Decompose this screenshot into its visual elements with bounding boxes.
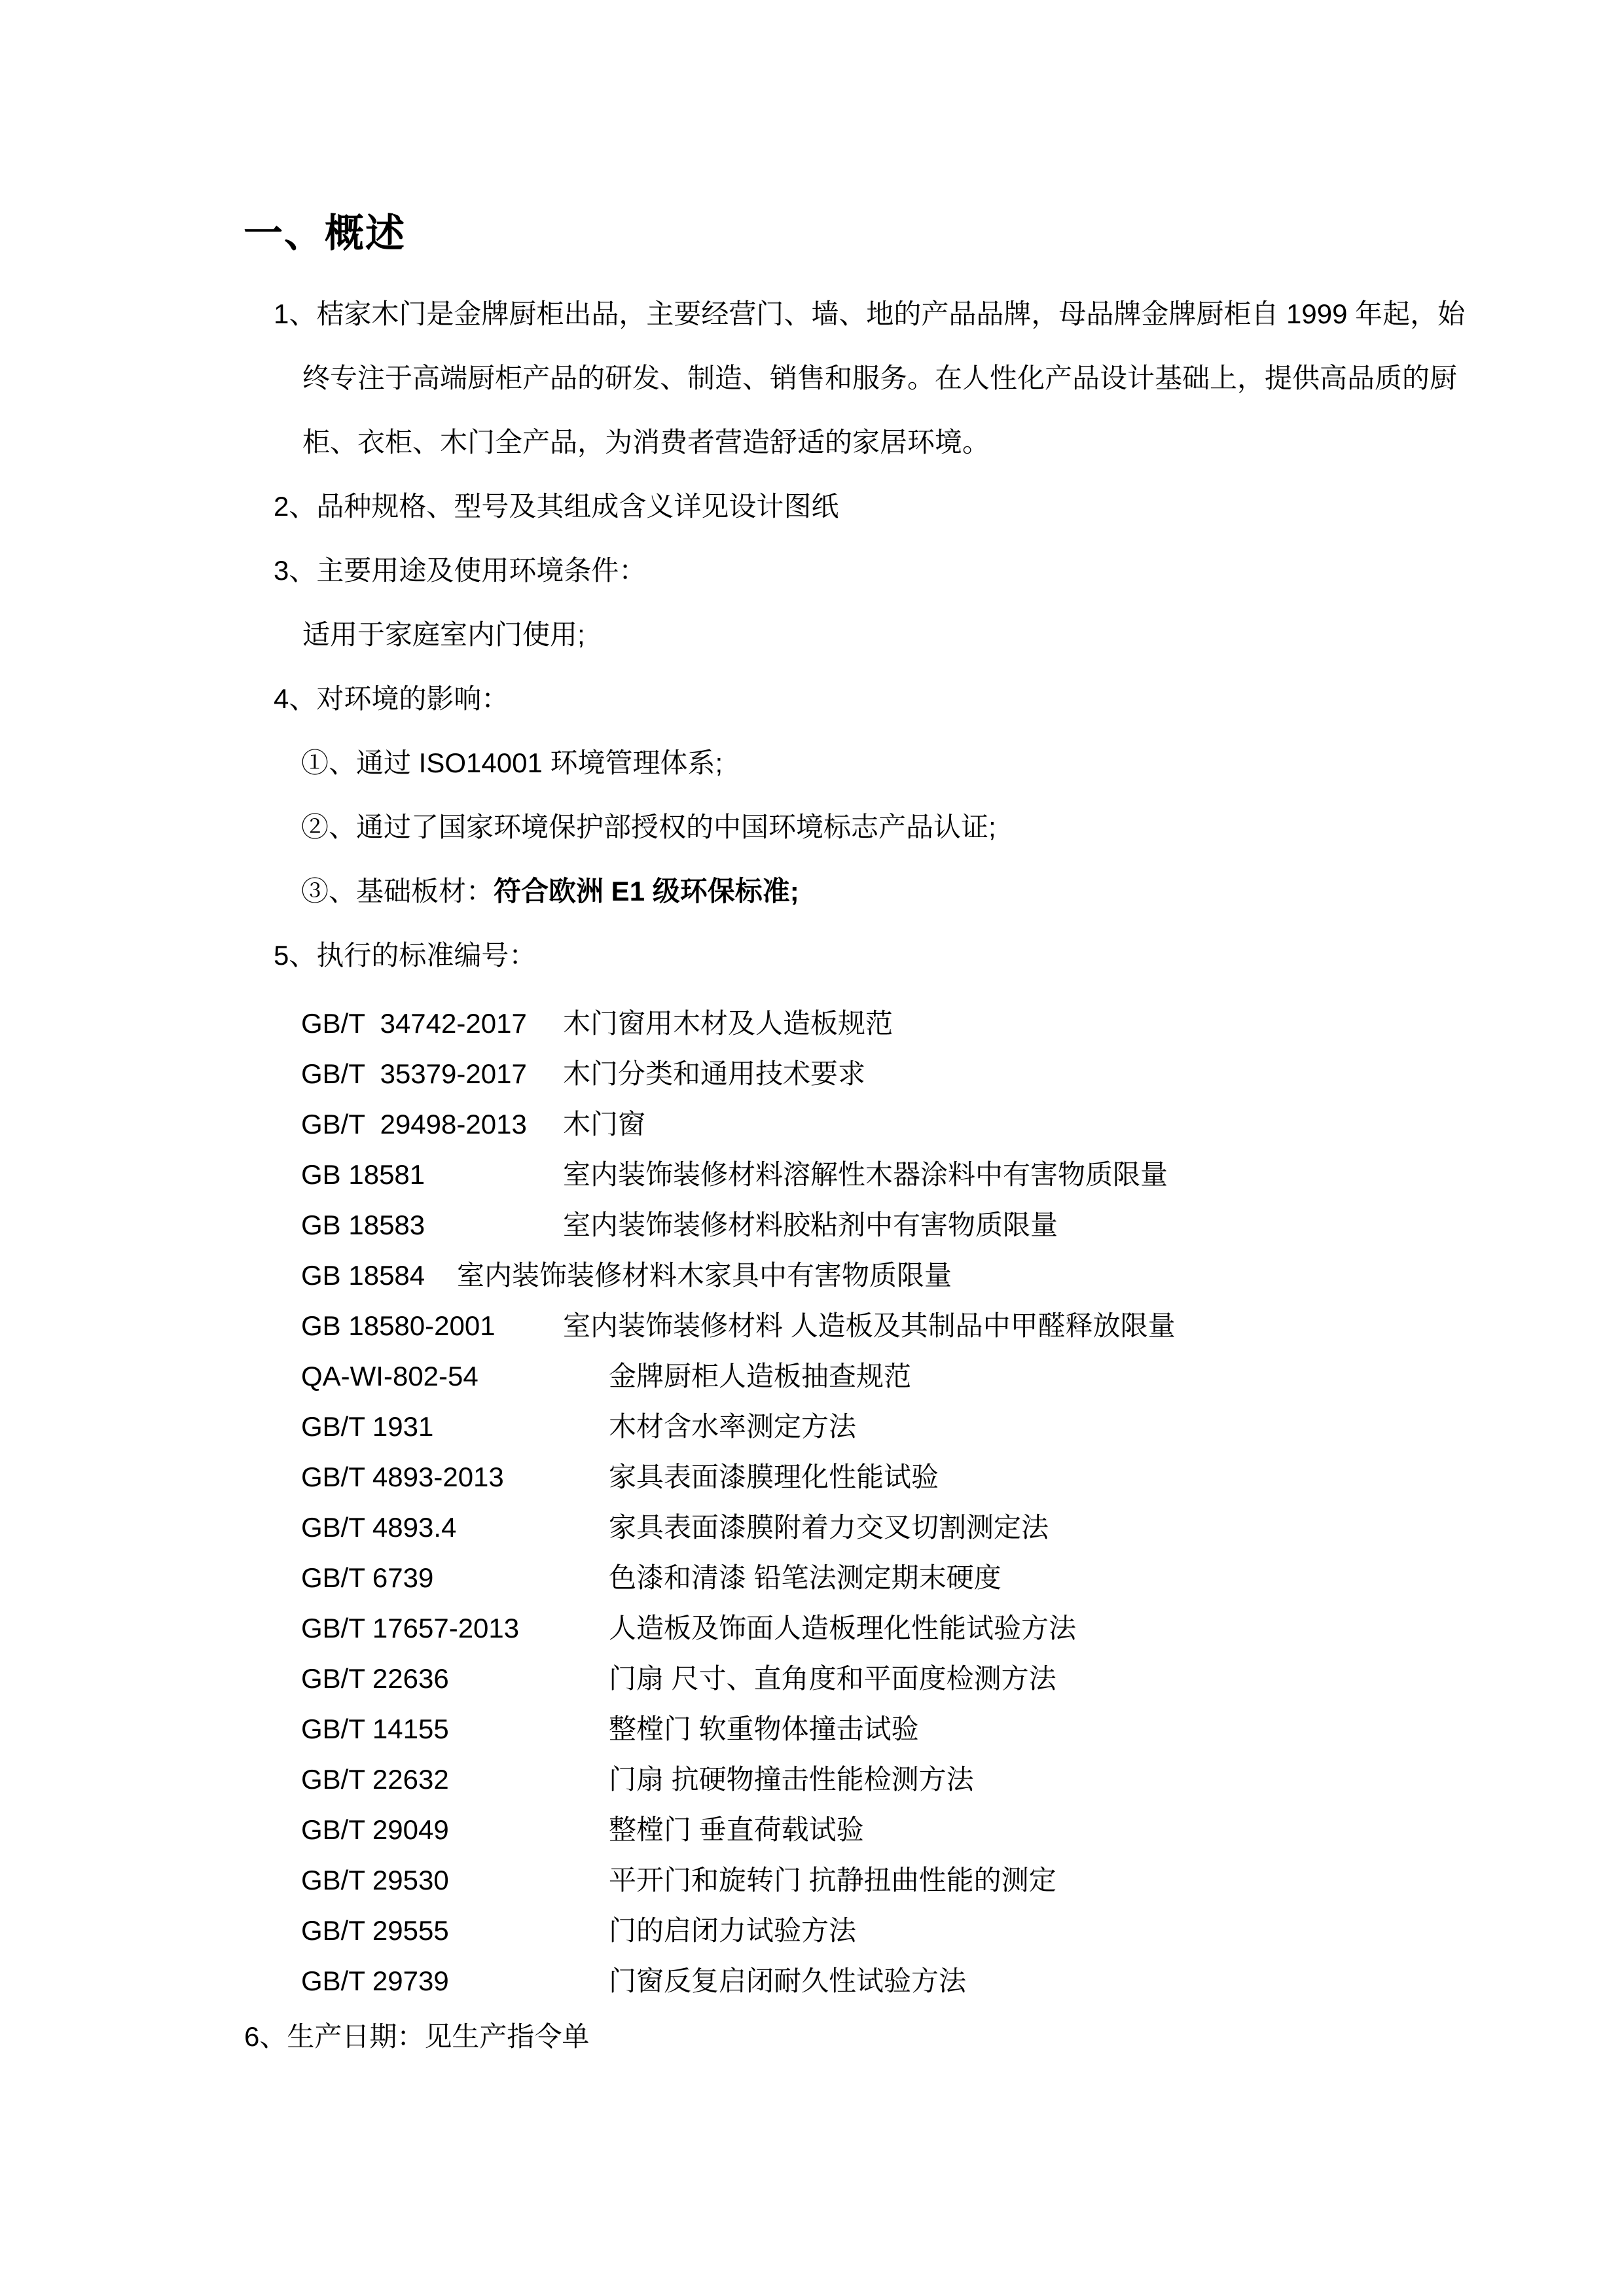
standard-code: GB/T 4893-2013 (301, 1462, 504, 1492)
standard-title: 木门分类和通用技术要求 (563, 1058, 866, 1089)
standard-row (0, 1401, 1624, 1452)
item1-line-3: 柜、衣柜、木门全产品，为消费者营造舒适的家居环境。 (302, 427, 990, 457)
standard-title: 色漆和清漆 铅笔法测定期末硬度 (609, 1562, 1001, 1593)
standard-row (0, 998, 1624, 1049)
standard-code: GB/T 22636 (301, 1663, 449, 1694)
item4-sub1: ①、通过 ISO14001 环境管理体系; (301, 747, 723, 778)
standard-row (0, 1099, 1624, 1149)
standard-title: 整樘门 垂直荷载试验 (609, 1814, 864, 1845)
standard-row (0, 1502, 1624, 1552)
standard-row (0, 1956, 1624, 2006)
standard-title: 室内装饰装修材料 人造板及其制品中甲醛释放限量 (563, 1310, 1176, 1341)
standard-title: 门窗反复启闭耐久性试验方法 (609, 1965, 967, 1996)
standard-code: GB 18584 (301, 1260, 425, 1291)
standard-title: 室内装饰装修材料胶粘剂中有害物质限量 (563, 1210, 1058, 1240)
standard-row (0, 1200, 1624, 1250)
standard-code: GB/T 1931 (301, 1411, 434, 1442)
standard-title: 人造板及饰面人造板理化性能试验方法 (609, 1613, 1077, 1643)
standard-title: 家具表面漆膜附着力交叉切割测定法 (609, 1512, 1049, 1543)
standard-code: GB/T 34742-2017 (301, 1008, 527, 1039)
standard-code: GB/T 6739 (301, 1562, 434, 1593)
overview-body (0, 282, 1624, 988)
standard-title: 门的启闭力试验方法 (609, 1915, 857, 1946)
standard-code: GB/T 17657-2013 (301, 1613, 520, 1643)
section-heading: 一、概述 (244, 211, 406, 255)
standard-title: 平开门和旋转门 抗静扭曲性能的测定 (609, 1865, 1056, 1895)
item3-label: 3、主要用途及使用环境条件： (274, 555, 647, 586)
standard-code: GB/T 35379-2017 (301, 1058, 527, 1089)
standards-list (0, 998, 1624, 2006)
standard-title: 门扇 尺寸、直角度和平面度检测方法 (609, 1663, 1056, 1694)
standard-title: 门扇 抗硬物撞击性能检测方法 (609, 1764, 974, 1795)
standard-code: GB/T 29739 (301, 1965, 449, 1996)
standard-code: GB/T 29049 (301, 1814, 449, 1845)
standard-title: 金牌厨柜人造板抽查规范 (609, 1361, 912, 1391)
item4-label: 4、对环境的影响： (274, 683, 509, 714)
item6: 6、生产日期：见生产指令单 (244, 2021, 590, 2052)
standard-title: 木材含水率测定方法 (609, 1411, 857, 1442)
standard-row (0, 1905, 1624, 1956)
standard-title: 整樘门 软重物体撞击试验 (609, 1713, 919, 1744)
standard-code: GB/T 29498-2013 (301, 1109, 527, 1139)
standard-row (0, 1603, 1624, 1653)
standard-row (0, 1049, 1624, 1099)
standard-row (0, 1754, 1624, 1804)
item4-sub2: ②、通过了国家环境保护部授权的中国环境标志产品认证; (301, 812, 996, 842)
standard-row (0, 1351, 1624, 1401)
standard-code: GB/T 4893.4 (301, 1512, 457, 1543)
standard-row (0, 1250, 1624, 1300)
standard-row (0, 1452, 1624, 1502)
item4-sub3-prefix: ③、基础板材： (301, 876, 494, 906)
standard-row (0, 1653, 1624, 1704)
standard-row (0, 1855, 1624, 1905)
standard-title: 家具表面漆膜理化性能试验 (609, 1462, 939, 1492)
standard-code: GB 18583 (301, 1210, 425, 1240)
item5-label: 5、执行的标准编号： (274, 940, 537, 971)
item1-line-2: 终专注于高端厨柜产品的研发、制造、销售和服务。在人性化产品设计基础上，提供高品质的厨 (302, 363, 1458, 393)
standard-row (0, 1804, 1624, 1855)
standard-title: 木门窗 (563, 1109, 646, 1139)
item1-line-1: 1、桔家木门是金牌厨柜出品，主要经营门、墙、地的产品品牌，母品牌金牌厨柜自 1999 年起，始 (274, 298, 1466, 329)
standard-title: 室内装饰装修材料木家具中有害物质限量 (457, 1260, 952, 1291)
standard-row (0, 1300, 1624, 1351)
standard-code: GB 18580-2001 (301, 1310, 496, 1341)
item2: 2、品种规格、型号及其组成含义详见设计图纸 (274, 491, 839, 522)
standard-row (0, 1552, 1624, 1603)
standard-row (0, 1149, 1624, 1200)
standard-code: GB 18581 (301, 1159, 425, 1190)
item3-sub: 适用于家庭室内门使用; (302, 619, 585, 650)
standard-title: 木门窗用木材及人造板规范 (563, 1008, 893, 1039)
standard-code: QA-WI-802-54 (301, 1361, 478, 1391)
standard-code: GB/T 29555 (301, 1915, 449, 1946)
standard-code: GB/T 22632 (301, 1764, 449, 1795)
standard-row (0, 1704, 1624, 1754)
standard-code: GB/T 14155 (301, 1713, 449, 1744)
standard-code: GB/T 29530 (301, 1865, 449, 1895)
standard-title: 室内装饰装修材料溶解性木器涂料中有害物质限量 (563, 1159, 1168, 1190)
item4-sub3-bold-text: 符合欧洲 E1 级环保标准; (494, 876, 799, 906)
item4-sub3 (0, 859, 1624, 924)
